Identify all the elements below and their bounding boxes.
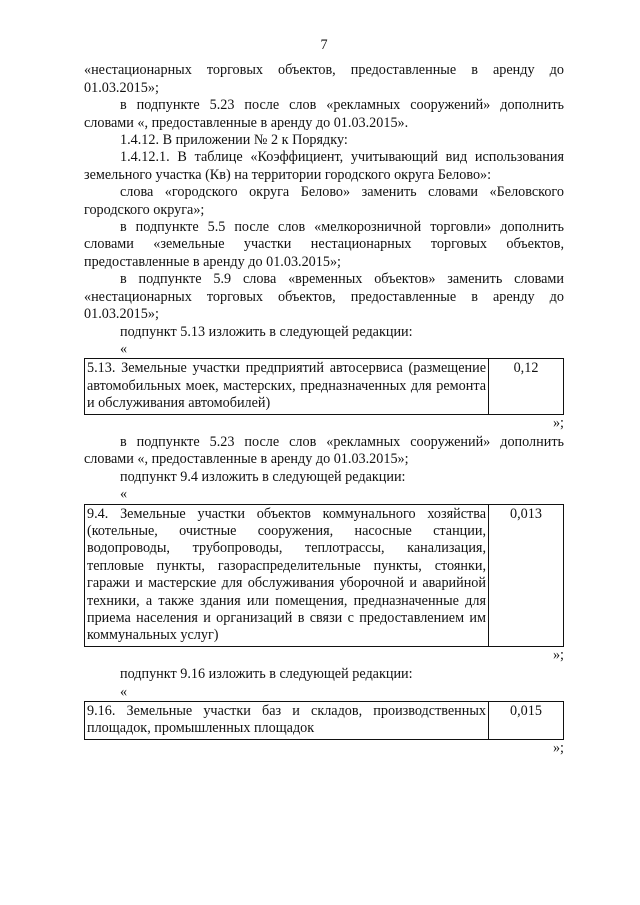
paragraph: в подпункте 5.23 после слов «рекламных сооружений» дополнить словами «, предоставленные в аренду до 01.03.2015». [84,97,564,131]
paragraph: подпункт 5.13 изложить в следующей редакции: [120,323,413,340]
close-quote: »; [552,646,564,663]
paragraph: «нестационарных торговых объектов, предоставленные в аренду до 01.03.2015»; [84,62,564,96]
table-cell-value: 0,015 [489,702,564,740]
table-row [85,702,564,740]
table-5-13 [84,358,564,414]
page-number: 7 [320,37,328,53]
paragraph: подпункт 9.4 изложить в следующей редакции: [120,468,406,485]
table-cell-value: 0,013 [489,504,564,646]
open-quote: « [120,486,128,503]
paragraph: 1.4.12. В приложении № 2 к Порядку: [120,132,348,149]
paragraph: 1.4.12.1. В таблице «Коэффициент, учитывающий вид использования земельного участка (Кв) на территории городского округа Белово»: [84,149,564,183]
close-quote: »; [552,739,564,756]
close-quote: »; [552,414,564,431]
table-9-16 [84,701,564,740]
table-cell-description: 9.16. Земельные участки баз и складов, производственных площадок, промышленных площадок [85,702,489,740]
open-quote: « [120,683,128,700]
table-row [85,359,564,414]
paragraph: в подпункте 5.23 после слов «рекламных сооружений» дополнить словами «, предоставленные в аренду до 01.03.2015»; [84,433,564,468]
table-row [85,504,564,646]
paragraph: в подпункте 5.9 слова «временных объектов» заменить словами «нестационарных торговых объектов, предоставленные в аренду до 01.03.2015»; [84,271,564,323]
table-9-4 [84,504,564,647]
paragraph: в подпункте 5.5 после слов «мелкорозничной торговли» дополнить словами «земельные участки нестационарных торговых объектов, предоставленные в аренду до 01.03.2015»; [84,219,564,270]
table-cell-value: 0,12 [489,359,564,414]
open-quote: « [120,340,128,357]
table-cell-description: 9.4. Земельные участки объектов коммунального хозяйства (котельные, очистные сооружения, насосные станции, водопроводы, трубопроводы, теплотрассы, канализация, тепловые пункты, газораспределительные пункты, стоянки, гаражи и мастерские для обслуживания уборочной и аварийной техники, а также здания или помещения, предназначенные для приема населения и организаций в связи с предоставлением им коммунальных услуг) [85,504,489,646]
paragraph: слова «городского округа Белово» заменить словами «Беловского городского округа»; [84,184,564,218]
table-cell-description: 5.13. Земельные участки предприятий автосервиса (размещение автомобильных моек, мастерских, предназначенных для ремонта и обслуживания автомобилей) [85,359,489,414]
paragraph: подпункт 9.16 изложить в следующей редакции: [120,666,413,683]
